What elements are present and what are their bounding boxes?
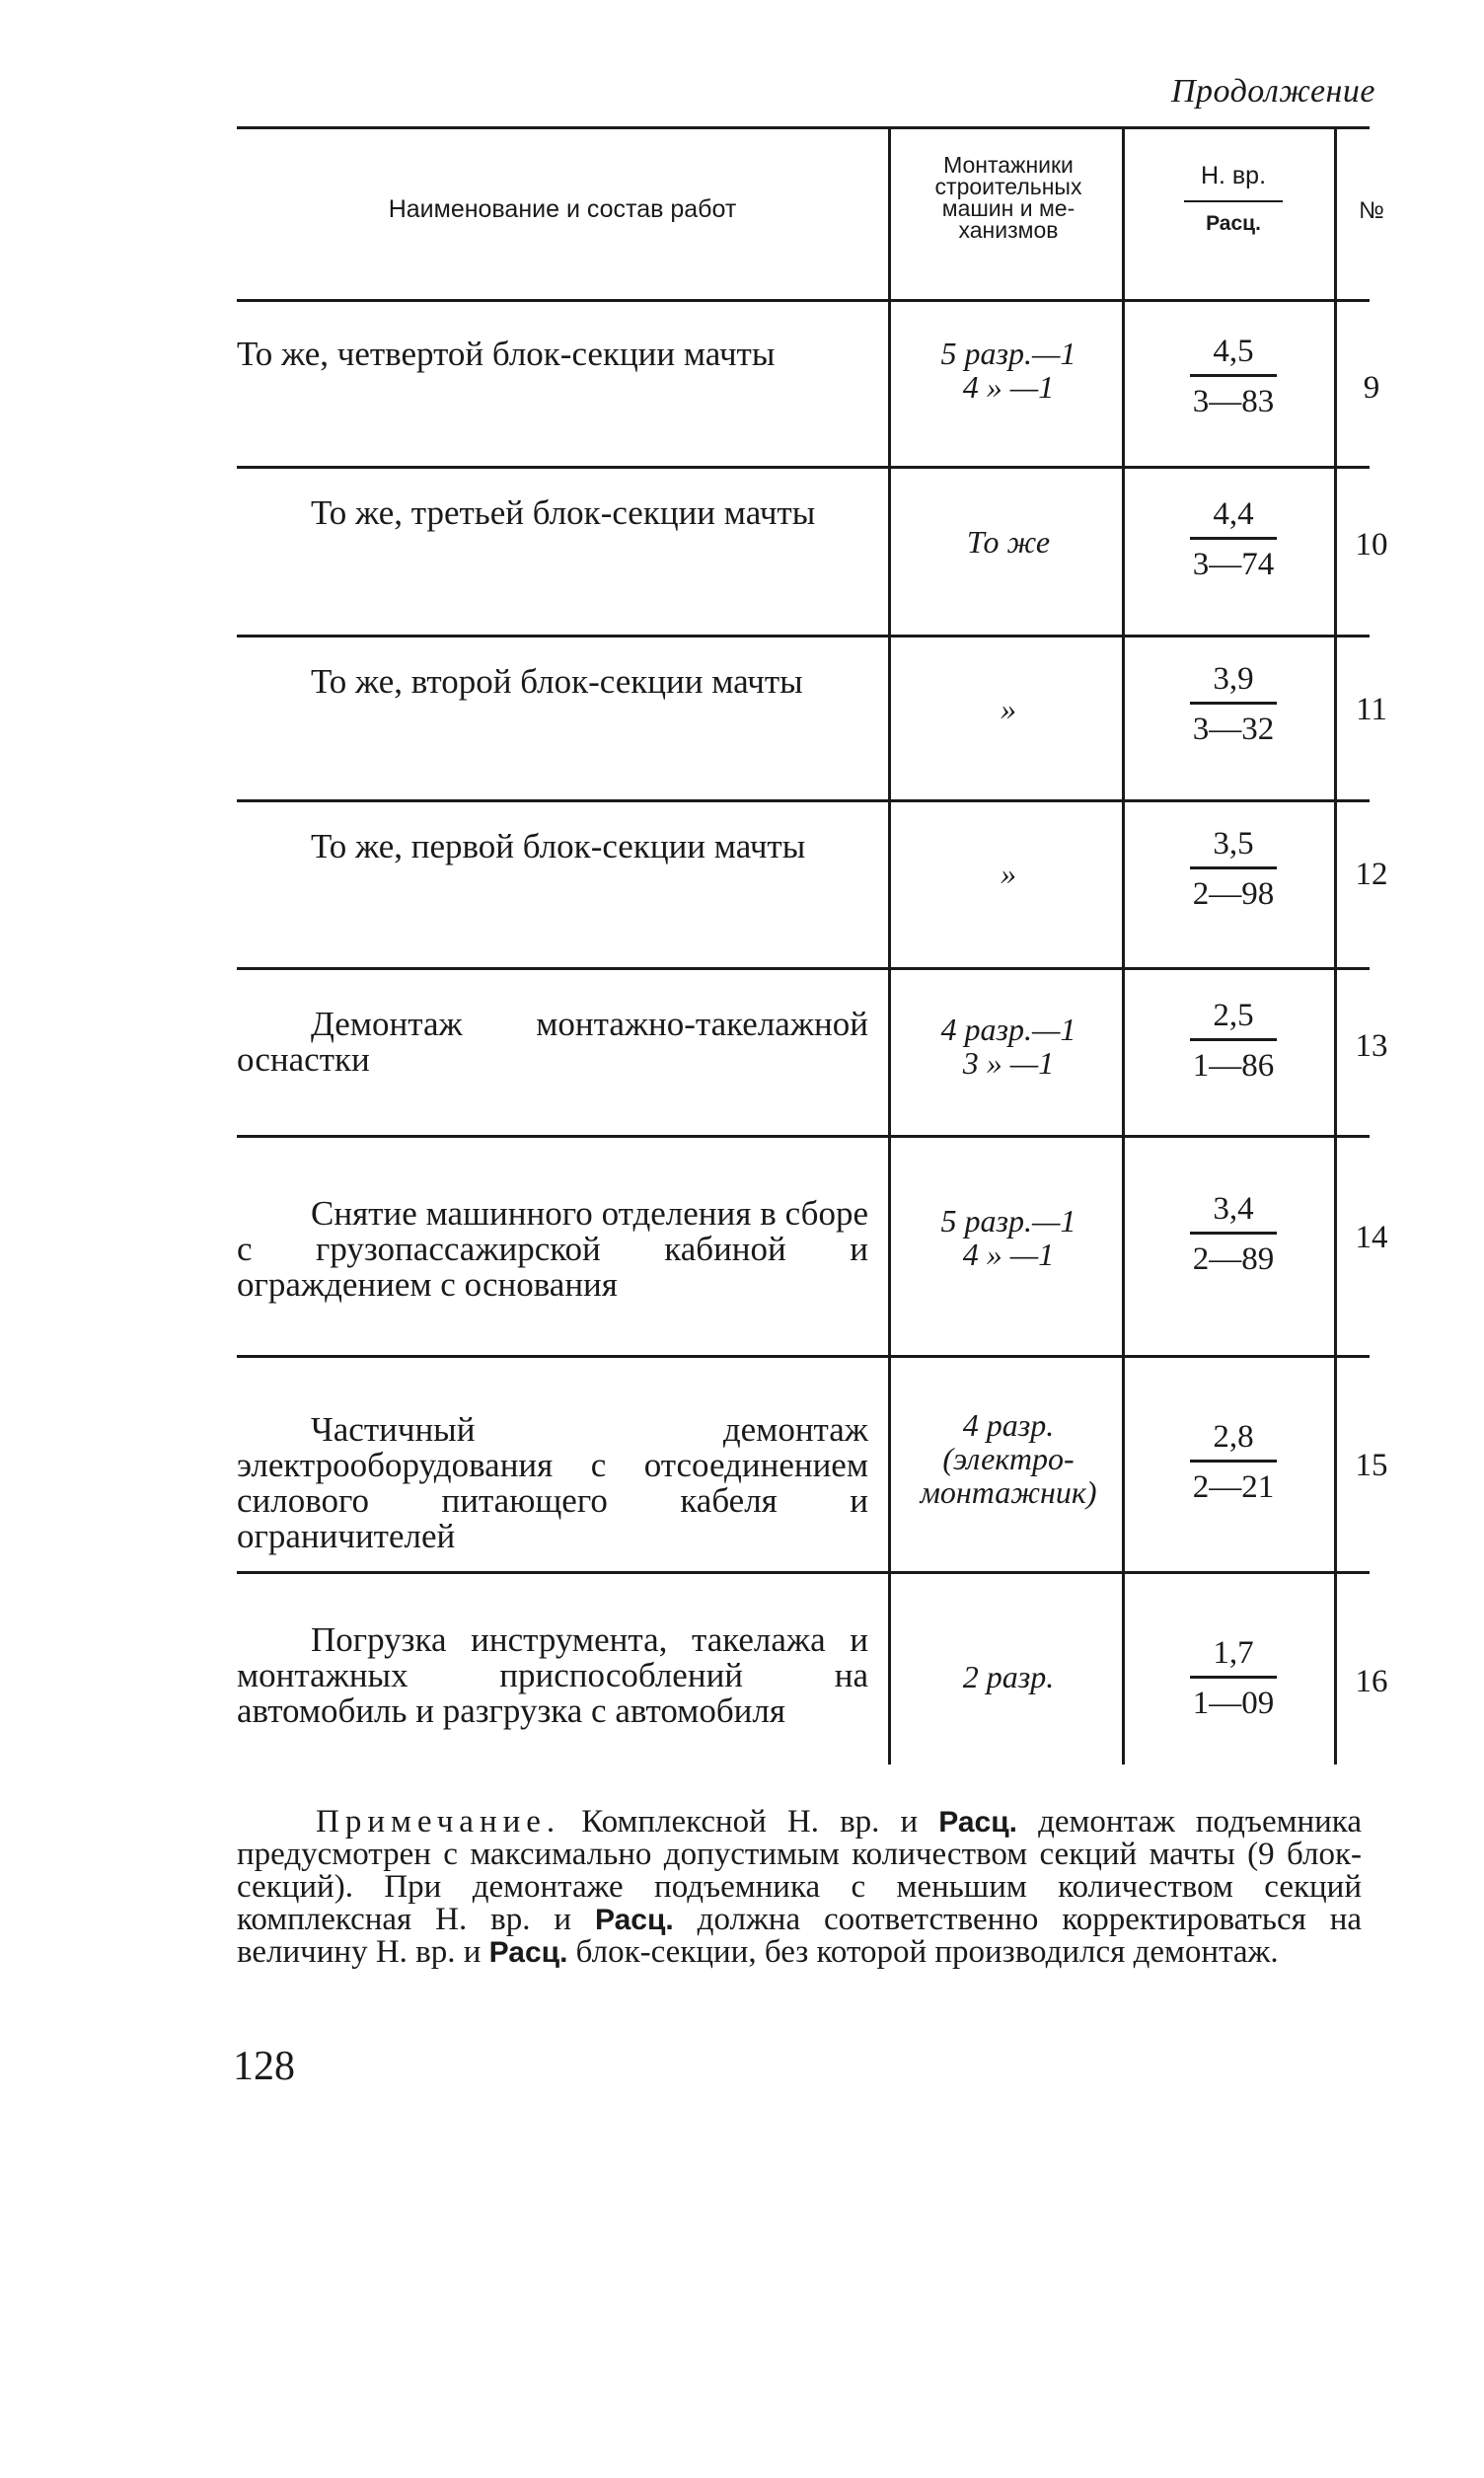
row-number: 11 (1356, 692, 1387, 727)
crew-composition: 5 разр.—1 4 » —1 (940, 336, 1076, 405)
work-description: То же, четвертой блок-секции мачты (237, 335, 776, 373)
row-number: 15 (1355, 1448, 1388, 1483)
continuation-label: Продолжение (1170, 73, 1375, 110)
norm-fraction: 4,4 3—74 (1164, 495, 1302, 583)
norm-fraction: 1,7 1—09 (1164, 1634, 1302, 1722)
work-description: То же, первой блок-секции мачты (311, 827, 806, 865)
crew-composition: То же (966, 524, 1051, 560)
norm-fraction: 3,9 3—32 (1164, 660, 1302, 748)
row-rule (237, 635, 1370, 638)
row-rule (237, 1135, 1370, 1138)
page-number: 128 (233, 2044, 295, 2089)
work-description: То же, третьей блок-секции мачты (311, 493, 816, 532)
row-number: 16 (1355, 1664, 1388, 1699)
header-norm: Н. вр. Расц. (1125, 162, 1342, 236)
header-work: Наименование и состав работ (388, 195, 737, 223)
work-description: Снятие машинного отделения в сборе с грузопассажирской кабиной и ограждением с основания (237, 1194, 868, 1304)
norm-fraction: 3,4 2—89 (1164, 1190, 1302, 1278)
crew-composition: 4 разр.—1 3 » —1 (940, 1012, 1076, 1081)
header-bottom-rule (237, 299, 1370, 302)
norm-fraction: 3,5 2—98 (1164, 825, 1302, 913)
norm-fraction: 2,8 2—21 (1164, 1418, 1302, 1506)
row-number: 10 (1355, 527, 1388, 563)
header-number: № (1359, 197, 1384, 224)
column-divider (1122, 126, 1125, 1765)
crew-composition: 4 разр. (электро- монтажник) (920, 1407, 1097, 1510)
work-description: Погрузка инструмента, такелажа и монтажных приспособлений на автомобиль и разгрузка с автомобиля (237, 1620, 868, 1730)
row-number: 9 (1363, 370, 1380, 406)
row-number: 12 (1355, 857, 1388, 892)
crew-composition: » (1001, 691, 1016, 726)
crew-composition: 2 разр. (962, 1659, 1055, 1694)
table-top-rule (237, 126, 1370, 129)
fraction-bar (1184, 200, 1283, 202)
crew-composition: » (1001, 856, 1016, 891)
work-description: Частичный демонтаж электрооборудования с отсоединением силового питающего кабеля и ограничителей (237, 1410, 868, 1555)
row-rule (237, 466, 1370, 469)
norm-fraction: 4,5 3—83 (1164, 333, 1302, 420)
work-description: То же, второй блок-секции мачты (311, 662, 803, 701)
row-rule (237, 1571, 1370, 1574)
norm-fraction: 2,5 1—86 (1164, 997, 1302, 1085)
row-rule (237, 799, 1370, 802)
work-description: Демонтаж монтажно-такелажной оснастки (237, 1005, 868, 1079)
header-crew: Монтажники строительных машин и ме- ханизмов (934, 152, 1082, 243)
row-rule (237, 967, 1370, 970)
footnote: Примечание. Комплексной Н. вр. и Расц. демонтаж подъемника предусмотрен с максимально допустимым количеством секций мачты (9 блок-секций). При демонтаже подъемника с меньшим количеством секций комплексная Н. вр. и Расц. должна соответственно корректироваться на величину Н. вр. и Расц. блок-секции, без которой производился демонтаж. (237, 1804, 1362, 1970)
row-rule (237, 1355, 1370, 1358)
row-number: 13 (1355, 1028, 1388, 1064)
column-divider (888, 126, 891, 1765)
row-number: 14 (1355, 1220, 1388, 1255)
crew-composition: 5 разр.—1 4 » —1 (940, 1203, 1076, 1272)
